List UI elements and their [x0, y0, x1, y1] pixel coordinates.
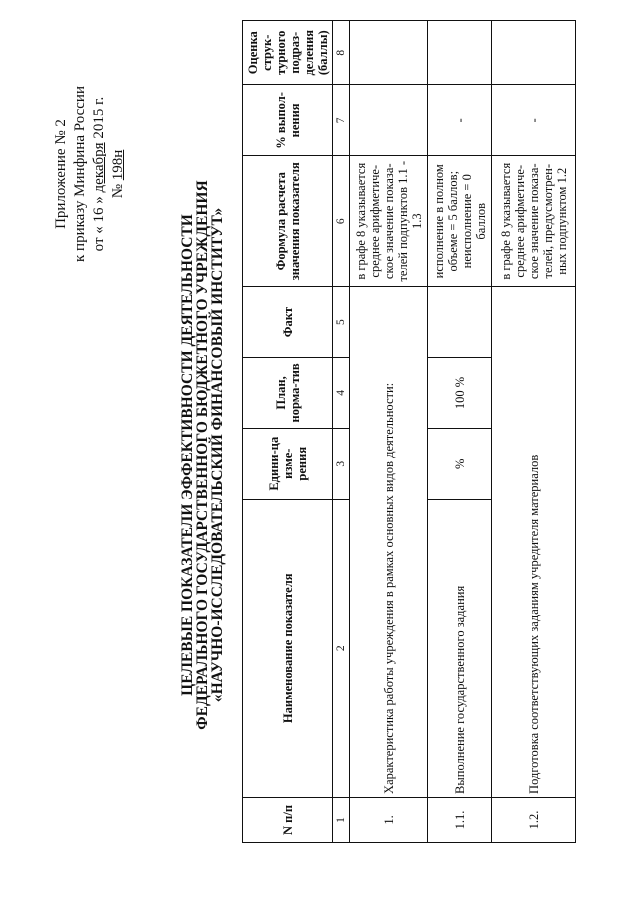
- document-title: [180, 85, 225, 825]
- header-num: N п/п: [243, 797, 333, 842]
- title-line2: ФЕДЕРАЛЬНОГО ГОСУДАРСТВЕННОГО БЮДЖЕТНОГО УЧРЕЖДЕНИЯ: [194, 180, 211, 730]
- appendix-number-prefix: №: [110, 183, 126, 199]
- row-name: Характеристика работы учреждения в рамках основных видов деятельности:: [350, 287, 428, 798]
- appendix-block: [52, 24, 128, 324]
- index-cell: 4: [333, 358, 350, 429]
- row-name: Выполнение государственного задания: [428, 499, 492, 797]
- title-line3: «НАУЧНО-ИССЛЕДОВАТЕЛЬСКИЙ ФИНАНСОВЫЙ ИНСТИТУТ»: [209, 207, 226, 703]
- index-cell: 7: [333, 85, 350, 156]
- header-fact: Факт: [243, 287, 333, 358]
- header-formula: Формула расчета значения показателя: [243, 156, 333, 287]
- header-plan: План, норма-тив: [243, 358, 333, 429]
- header-percent: % выпол-нения: [243, 85, 333, 156]
- table-row: [492, 21, 576, 843]
- row-plan: 100 %: [428, 358, 492, 429]
- row-percent: [350, 85, 428, 156]
- title-line1: ЦЕЛЕВЫЕ ПОКАЗАТЕЛИ ЭФФЕКТИВНОСТИ ДЕЯТЕЛЬНОСТИ: [179, 214, 196, 696]
- header-unit: Едини-ца изме-рения: [243, 428, 333, 499]
- row-score: [492, 21, 576, 85]
- index-cell: 1: [333, 797, 350, 842]
- table-index-row: [333, 21, 350, 843]
- row-score: [428, 21, 492, 85]
- appendix-date-month: декабря: [91, 142, 107, 193]
- appendix-number: [109, 24, 128, 324]
- index-cell: 3: [333, 428, 350, 499]
- index-cell: 6: [333, 156, 350, 287]
- appendix-date-prefix: от « 16 »: [91, 196, 107, 252]
- row-name: Подготовка соответствующих заданиям учредителя материалов: [492, 287, 576, 798]
- indicators-table: [242, 20, 576, 843]
- appendix-number-value: 198н: [110, 149, 126, 181]
- row-percent: -: [428, 85, 492, 156]
- table-row: [350, 21, 428, 843]
- row-unit: %: [428, 428, 492, 499]
- row-score: [350, 21, 428, 85]
- row-num: 1.1.: [428, 797, 492, 842]
- row-fact: [428, 287, 492, 358]
- row-num: 1.: [350, 797, 428, 842]
- row-formula: в графе 8 указывается среднее арифметиче-ское значение показа-телей, предусмотрен-ных подпунктом 1.2: [492, 156, 576, 287]
- appendix-line1: Приложение № 2: [53, 119, 69, 229]
- row-formula: в графе 8 указывается среднее арифметиче-ское значение показа-телей подпунктов 1.1 - 1.3: [350, 156, 428, 287]
- appendix-line2: к приказу Минфина России: [72, 86, 88, 262]
- table-row: [428, 21, 492, 843]
- appendix-date-year: 2015 г.: [91, 96, 107, 139]
- header-score: Оценка струк-турного подраз-деления (баллы): [243, 21, 333, 85]
- row-num: 1.2.: [492, 797, 576, 842]
- index-cell: 8: [333, 21, 350, 85]
- header-name: Наименование показателя: [243, 499, 333, 797]
- row-percent: -: [492, 85, 576, 156]
- table-header-row: [243, 21, 333, 843]
- index-cell: 2: [333, 499, 350, 797]
- row-formula: исполнение в полном объеме = 5 баллов; неисполнение = 0 баллов: [428, 156, 492, 287]
- index-cell: 5: [333, 287, 350, 358]
- appendix-date: [90, 24, 109, 324]
